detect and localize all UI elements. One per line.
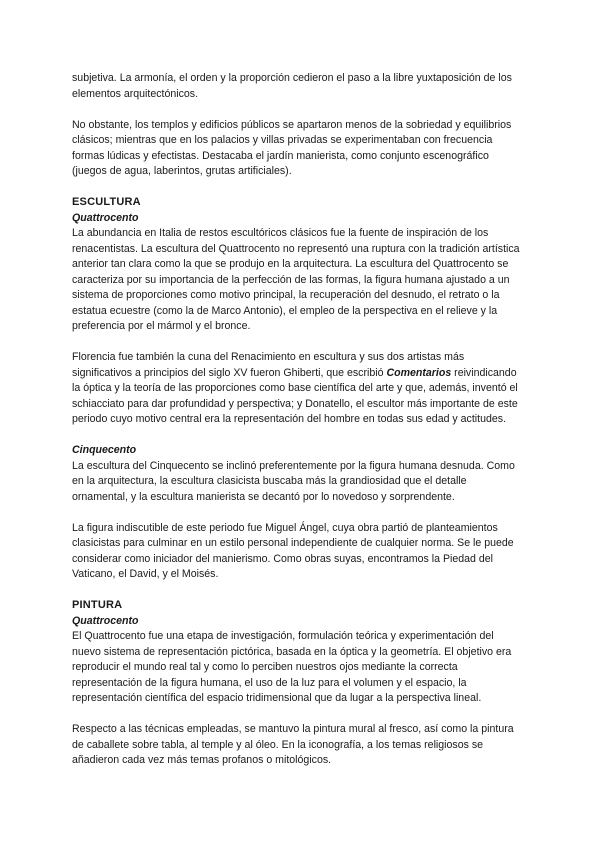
paragraph-pintura-quattrocento-2: Respecto a las técnicas empleadas, se mantuvo la pintura mural al fresco, así como la pintura de caballete sobre tabla, al temple y al óleo. En la iconografía, a los temas religiosos se añadieron cada vez más temas profanos o mitológicos.	[72, 723, 514, 766]
paragraph-escultura-quattrocento-1: La abundancia en Italia de restos escultóricos clásicos fue la fuente de inspiración de los renacentistas. La escultura del Quattrocento no representó una ruptura con la tradición artística anterior tan clara como la que se produjo en la arquitectura. La escultura del Quattrocento se caracteriza por su importancia de la perfección de las formas, la figura humana ajustado a un sistema de proporciones como motivo principal, la recuperación del desnudo, el retrato o la estatua ecuestre (como la de Marco Antonio), el empleo de la perspectiva en el relieve y la preferencia por el mármol y el bronce.	[72, 227, 520, 332]
paragraph-escultura-cinquecento-1: La escultura del Cinquecento se inclinó preferentemente por la figura humana desnuda. Como en la arquitectura, la escultura clasicista buscaba más la grandiosidad que el detalle ornamental, y la escultura manierista se decantó por lo novedoso y sorprendente.	[72, 459, 515, 503]
paragraph-escultura-cinquecento-2: La figura indiscutible de este periodo fue Miguel Ángel, cuya obra partió de planteamientos clasicistas para culminar en un estilo personal independiente de cualquier norma. Se le puede considerar como iniciador del manierismo. Como obras suyas, encontramos la Piedad del Vaticano, el David, y el Moisés.	[72, 521, 514, 580]
document-page	[72, 71, 522, 784]
section-heading-escultura: ESCULTURA	[72, 196, 141, 208]
paragraph-escultura-quattrocento-2	[72, 350, 522, 428]
paragraph-text: Florencia fue también la cuna del Renacimiento en escultura y sus dos artistas más significativos a principios del siglo XV fueron Ghiberti, que escribió	[72, 351, 465, 379]
paragraph-architecture-mannerist: No obstante, los templos y edificios públicos se apartaron menos de la sobriedad y equilibrios clásicos; mientras que en los palacios y villas privadas se experimentaban con frecuencia formas lúdicas y efectistas. Destacaba el jardín manierista, como conjunto escenográfico (juegos de agua, laberintos, grutas artificiales).	[72, 118, 512, 177]
paragraph-architecture-end: subjetiva. La armonía, el orden y la proporción cedieron el paso a la libre yuxtaposición de los elementos arquitectónicos.	[72, 72, 512, 100]
subheading-pintura-quattrocento: Quattrocento	[72, 614, 139, 627]
subheading-escultura-quattrocento: Quattrocento	[72, 211, 139, 224]
paragraph-text: reivindicando la óptica y la teoría de las proporciones como base científica del arte y que, además, inventó el schiacciato para dar profundidad y perspectiva; y Donatello, el escultor más importante de este periodo cuyo motivo central era la representación del hombre en todas sus edad y actitudes.	[72, 366, 518, 425]
section-heading-pintura: PINTURA	[72, 599, 123, 611]
book-title-comentarios: Comentarios	[386, 366, 452, 379]
subheading-escultura-cinquecento: Cinquecento	[72, 444, 137, 456]
paragraph-pintura-quattrocento-1: El Quattrocento fue una etapa de investigación, formulación teórica y experimentación del nuevo sistema de representación pictórica, basada en la óptica y la geometría. El objetivo era reproducir el mundo real tal y como lo perciben nuestros ojos mediante la correcta representación de la figura humana, el uso de la luz para el volumen y el espacio, la representación científica del espacio tridimensional que da lugar a la perspectiva lineal.	[72, 630, 512, 704]
